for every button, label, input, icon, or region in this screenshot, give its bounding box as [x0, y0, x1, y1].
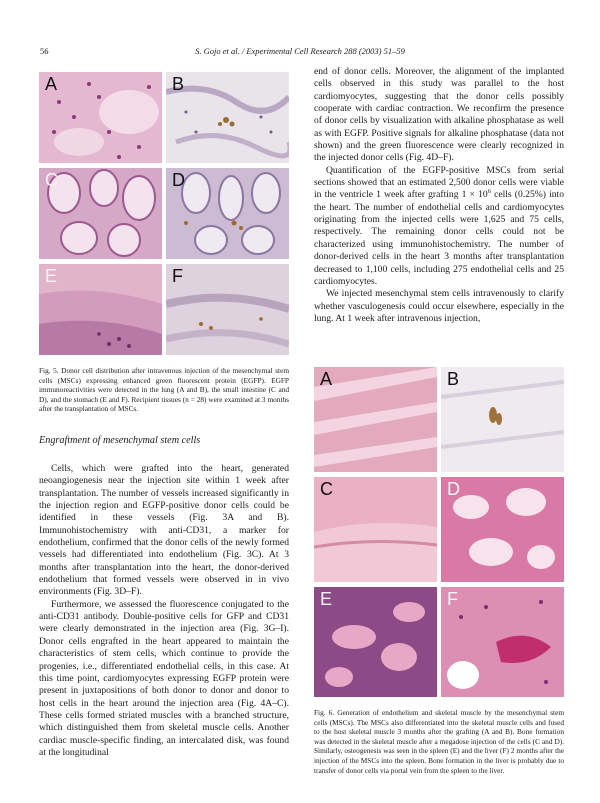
right-column-text	[314, 66, 564, 325]
fig5-panel-b	[166, 72, 289, 163]
figure-6	[314, 367, 564, 697]
fig5-panel-e	[39, 264, 162, 355]
micrograph-spleen-image	[314, 587, 437, 697]
micrograph-liver-image	[441, 587, 564, 697]
figure-5-caption: Fig. 5. Donor cell distribution after intravenous injection of the mesenchymal stem cells (MSCs) expressing enhanced green fluorescent protein (EGFP). EGFP immunoreactivities were detected in the lung (A and B), the small intestine (C and D), and the stomach (E and F). Recipient tissues (n = 28) were examined at 3 months after the transplantation of MSCs.	[39, 366, 289, 414]
fig5-panel-d-label: D	[172, 170, 185, 190]
micrograph-stomach-ihc-image	[166, 264, 289, 355]
fig6-panel-e-label: E	[320, 589, 333, 609]
micrograph-muscle-image	[314, 367, 437, 472]
micrograph-muscle-ihc-image	[441, 367, 564, 472]
fig5-panel-b-label: B	[172, 74, 185, 94]
fig6-panel-d	[441, 477, 564, 582]
micrograph-lung-image	[39, 72, 162, 163]
fig5-panel-a	[39, 72, 162, 163]
fig6-panel-c	[314, 477, 437, 582]
fig6-panel-b-label: B	[447, 369, 460, 389]
fig6-panel-f-label: F	[447, 589, 458, 609]
fig5-panel-f	[166, 264, 289, 355]
running-head: S. Gojo et al. / Experimental Cell Research 288 (2003) 51–59	[195, 46, 405, 56]
fig6-panel-b	[441, 367, 564, 472]
fig6-panel-e	[314, 587, 437, 697]
paragraph: end of donor cells. Moreover, the alignment of the implanted cells observed in this study was parallel to the host cardiomyocytes, suggesting that the donor cells possibly cooperate with cardiac contraction. We reconfirm the presence of donor cells by visualization with alkaline phosphatase as well as with EGFP. Positive signals for alkaline phosphatase (data not shown) and the green fluorescence were clearly recognized in the injected donor cells (Fig. 4D–F).	[314, 66, 564, 164]
left-column-text	[39, 463, 289, 759]
paragraph: Furthermore, we assessed the fluorescence conjugated to the anti-CD31 antibody. Double-positive cells for GFP and CD31 were clearly demonstrated in the injection area (Fig. 3G–I). Donor cells engrafted in the heart appeared to maintain the characteristics of stem cells, which continue to provide the progenies, i.e., differentiated endothelial cells, in this case. At this time point, cardiomyocytes expressing EGFP protein were present in juxtapositions of both donor to donor and donor to host cells in the heart around the injection area (Fig. 4A–C). These cells formed striated muscles with a branched structure, which distinguished them from skeletal muscle cells. Another cardiac muscle-specific finding, an intercalated disk, was found at the longitudinal	[39, 598, 289, 758]
figure-6-caption: Fig. 6. Generation of endothelium and skeletal muscle by the mesenchymal stem cells (MSCs). The MSCs also differentiated into the skeletal muscle cells and fused to the host skeletal muscle 3 months after the grafting (A and B). Bone formation was detected in the skeletal muscle after a megadose injection of the cells (C and D). Similarly, osteogenesis was seen in the spleen (E) and the liver (F) 2 months after the injection of the MSCs into the spleen. Bone formation in the liver is probably due to transfer of donor cells via portal vein from the spleen to the liver.	[314, 708, 564, 775]
fig5-panel-c-label: C	[45, 170, 58, 190]
fig6-panel-d-label: D	[447, 479, 460, 499]
paragraph: Cells, which were grafted into the heart, generated neoangiogenesis near the injection site within 1 week after transplantation. The number of vessels increased significantly in the injection region and EGFP-positive donor cells could be identified in these vessels (Fig. 3A and B). Immunohistochemistry with anti-CD31, a marker for endothelium, confirmed that the donor cells of the newly formed vessels had differentiated into endothelium (Fig. 3C). At 3 months after transplantation into the heart, the donor-derived endothelium that formed vessels were observed in in vivo environments (Fig. 3D–F).	[39, 463, 289, 598]
figure-5	[39, 72, 289, 355]
fig6-panel-a-label: A	[320, 369, 333, 389]
page-number: 56	[40, 46, 49, 56]
fig5-panel-a-label: A	[45, 74, 58, 94]
fig5-panel-e-label: E	[45, 266, 58, 286]
fig6-panel-f	[441, 587, 564, 697]
fig6-panel-c-label: C	[320, 479, 333, 499]
fig5-panel-d	[166, 168, 289, 259]
micrograph-lung-ihc-image	[166, 72, 289, 163]
fig5-panel-c	[39, 168, 162, 259]
paragraph: We injected mesenchymal stem cells intravenously to clarify whether vasculogenesis could occur elsewhere, especially in the lung. At 1 week after intravenous injection,	[314, 288, 564, 324]
fig6-panel-a	[314, 367, 437, 472]
fig5-panel-f-label: F	[172, 266, 183, 286]
section-heading: Engraftment of mesenchymal stem cells	[39, 435, 201, 446]
paragraph: Quantification of the EGFP-positive MSCs from serial sections showed that an estimated 2,500 donor cells were viable in the ventricle 1 week after grafting $1 \times 10^6$ cells (0.25%) into the heart. The number of endothelial cells and cardiomyocytes originating from the injected cells were 1,625 and 75 cells, respectively. The remaining donor cells could not be characterized using immunohistochemistry. The number of donor-derived cells in the heart 3 months after transplantation decreased to 1,100 cells, including 275 endothelial cells and 25 cardiomyocytes.	[314, 164, 564, 287]
micrograph-stomach-image	[39, 264, 162, 355]
